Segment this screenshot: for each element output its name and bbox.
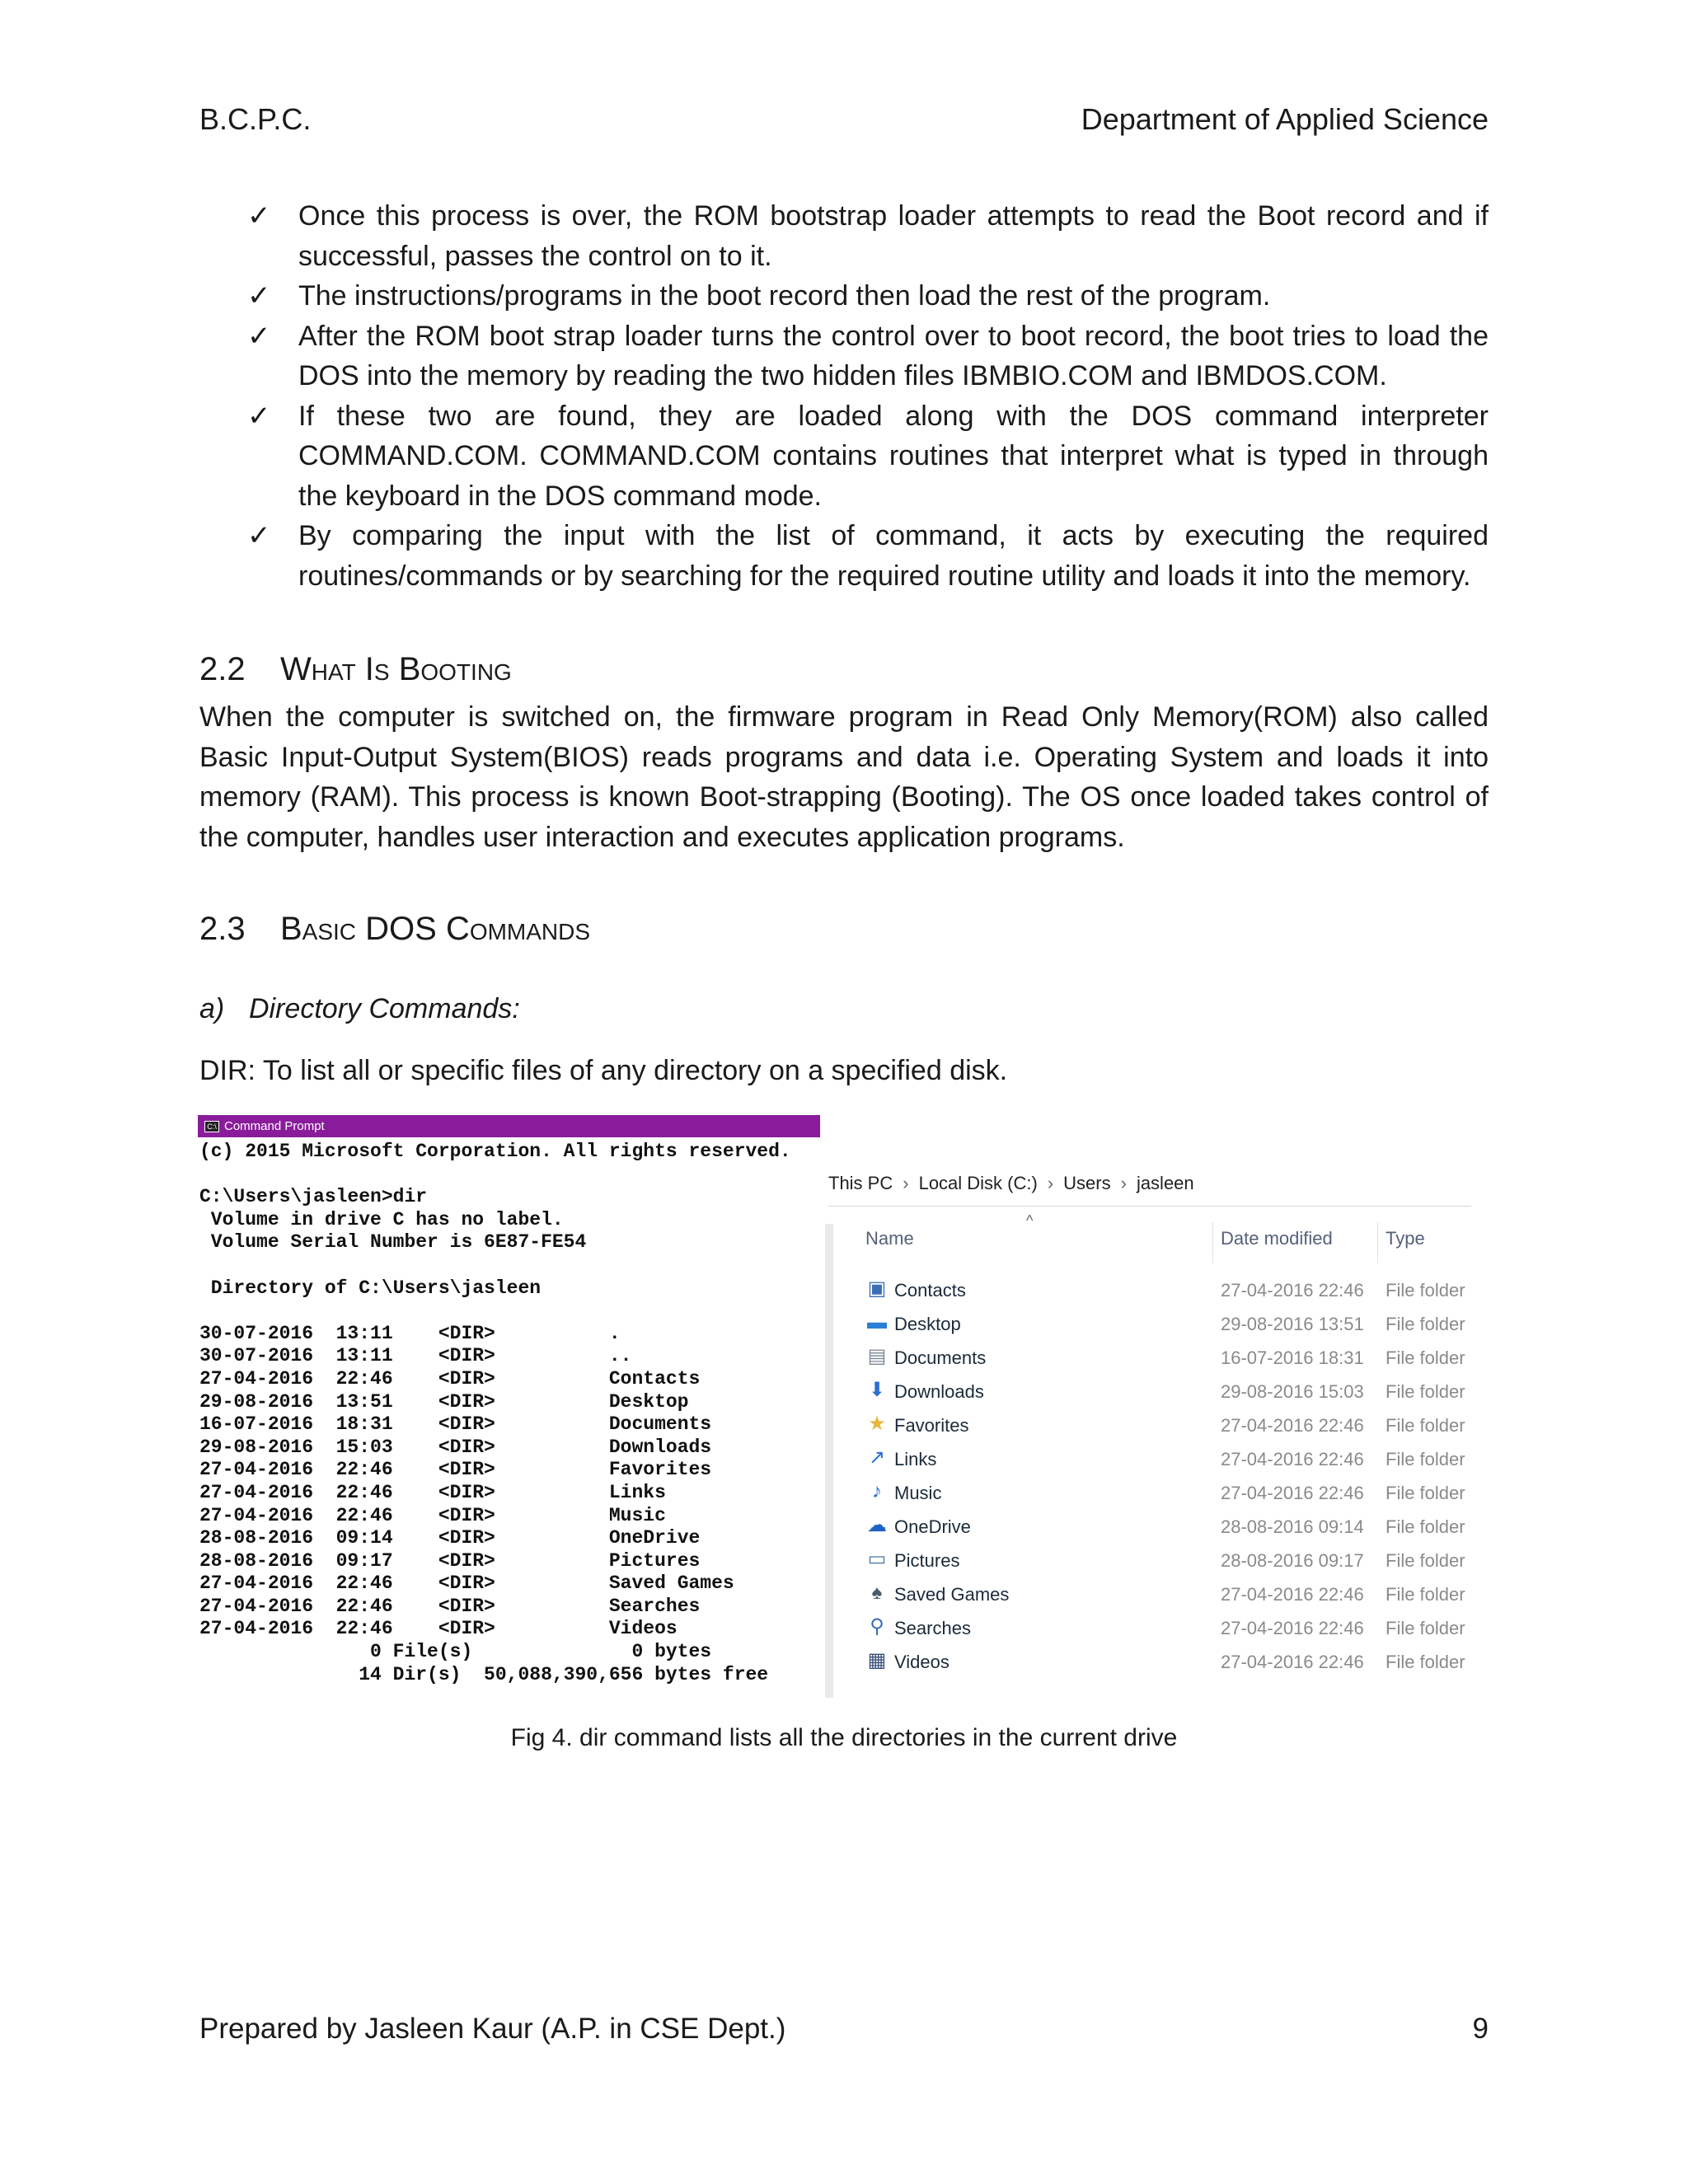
file-name: Pictures bbox=[894, 1550, 960, 1571]
terminal-icon: C:\ bbox=[204, 1121, 219, 1132]
file-type: File folder bbox=[1386, 1381, 1465, 1402]
chevron-right-icon: › bbox=[1120, 1173, 1127, 1193]
file-date: 27-04-2016 22:46 bbox=[1221, 1449, 1364, 1469]
sort-caret-icon: ^ bbox=[1026, 1212, 1034, 1229]
terminal-line: 27-04-2016 22:46 <DIR> Links bbox=[199, 1481, 666, 1503]
links-icon: ↗ bbox=[868, 1446, 886, 1469]
terminal-line: 16-07-2016 18:31 <DIR> Documents bbox=[199, 1413, 712, 1436]
breadcrumb bbox=[828, 1173, 1194, 1194]
terminal-line: Volume in drive C has no label. bbox=[199, 1208, 564, 1230]
bullet-text: If these two are found, they are loaded along with the DOS command interpreter COMMAND.COM. COMMAND.COM contains routines that interpret what is typed in through the keyboard in the DOS command mode. bbox=[298, 400, 1489, 512]
file-date: 27-04-2016 22:46 bbox=[1221, 1652, 1364, 1672]
section-number: 2.3 bbox=[199, 911, 246, 947]
bullet-text: Once this process is over, the ROM bootstrap loader attempts to read the Boot record and if successful, passes the control on to it. bbox=[298, 200, 1489, 272]
terminal-line: 14 Dir(s) 50,088,390,656 bytes free bbox=[199, 1663, 769, 1685]
checkmark-icon: ✓ bbox=[247, 200, 271, 232]
bullet-text: The instructions/programs in the boot record then load the rest of the program. bbox=[298, 280, 1271, 312]
command-output bbox=[198, 1137, 826, 1686]
figure-caption: Fig 4. dir command lists all the directories in the current drive bbox=[510, 1724, 1178, 1751]
saved-games-icon: ♠ bbox=[871, 1582, 883, 1604]
terminal-line: 27-04-2016 22:46 <DIR> Favorites bbox=[199, 1459, 712, 1481]
chevron-right-icon: › bbox=[903, 1173, 909, 1193]
file-row[interactable] bbox=[820, 1577, 1479, 1611]
breadcrumb-item[interactable]: jasleen bbox=[1136, 1173, 1194, 1193]
checkmark-icon: ✓ bbox=[247, 400, 271, 432]
subheading bbox=[199, 993, 520, 1025]
file-name: Links bbox=[894, 1449, 937, 1469]
file-type: File folder bbox=[1386, 1415, 1465, 1436]
searches-icon: ⚲ bbox=[870, 1615, 884, 1638]
file-date: 27-04-2016 22:46 bbox=[1221, 1618, 1364, 1638]
file-row[interactable] bbox=[820, 1510, 1479, 1544]
file-name: Saved Games bbox=[894, 1584, 1010, 1605]
file-type: File folder bbox=[1386, 1652, 1465, 1672]
list-item bbox=[247, 196, 1489, 276]
checkmark-icon: ✓ bbox=[247, 320, 271, 352]
file-date: 27-04-2016 22:46 bbox=[1221, 1584, 1364, 1605]
list-item bbox=[247, 396, 1489, 517]
file-row[interactable] bbox=[820, 1307, 1479, 1341]
contacts-icon: ▣ bbox=[867, 1277, 887, 1300]
list-item bbox=[247, 316, 1489, 396]
file-date: 27-04-2016 22:46 bbox=[1221, 1415, 1364, 1436]
documents-icon: ▤ bbox=[867, 1345, 887, 1367]
terminal-line: 30-07-2016 13:11 <DIR> . bbox=[199, 1322, 621, 1344]
file-row[interactable] bbox=[820, 1273, 1479, 1307]
command-prompt-window bbox=[198, 1115, 826, 1696]
terminal-line: (c) 2015 Microsoft Corporation. All rights reserved. bbox=[199, 1141, 791, 1162]
breadcrumb-item[interactable]: Local Disk (C:) bbox=[918, 1173, 1038, 1193]
file-date: 29-08-2016 15:03 bbox=[1221, 1381, 1364, 1402]
header-institution: B.C.P.C. bbox=[199, 102, 312, 136]
favorites-icon: ★ bbox=[868, 1413, 886, 1435]
videos-icon: ▦ bbox=[867, 1649, 887, 1671]
file-date: 28-08-2016 09:14 bbox=[1221, 1516, 1364, 1537]
terminal-line: 27-04-2016 22:46 <DIR> Music bbox=[199, 1504, 666, 1526]
column-divider[interactable] bbox=[1212, 1222, 1213, 1263]
subheading-text: Directory Commands: bbox=[249, 993, 520, 1024]
terminal-line: 27-04-2016 22:46 <DIR> Videos bbox=[199, 1618, 678, 1640]
file-row[interactable] bbox=[820, 1375, 1479, 1408]
breadcrumb-item[interactable]: This PC bbox=[828, 1173, 893, 1193]
file-date: 29-08-2016 13:51 bbox=[1221, 1314, 1364, 1334]
terminal-line: 30-07-2016 13:11 <DIR> .. bbox=[199, 1345, 632, 1367]
section-heading-2-2 bbox=[199, 651, 512, 688]
terminal-line: Directory of C:\Users\jasleen bbox=[199, 1277, 542, 1299]
desktop-icon: ▬ bbox=[867, 1311, 887, 1333]
column-header-name[interactable]: Name bbox=[865, 1228, 914, 1249]
column-header-date[interactable]: Date modified bbox=[1221, 1228, 1333, 1249]
file-type: File folder bbox=[1386, 1483, 1465, 1503]
file-date: 16-07-2016 18:31 bbox=[1221, 1347, 1364, 1368]
file-name: OneDrive bbox=[894, 1516, 971, 1537]
list-item bbox=[247, 516, 1489, 596]
page-number: 9 bbox=[1472, 2013, 1489, 2045]
command-prompt-title: Command Prompt bbox=[224, 1119, 325, 1133]
terminal-line: 28-08-2016 09:14 <DIR> OneDrive bbox=[199, 1527, 701, 1549]
file-date: 28-08-2016 09:17 bbox=[1221, 1550, 1364, 1571]
terminal-line: C:\Users\jasleen>dir bbox=[199, 1186, 428, 1208]
terminal-line: 29-08-2016 13:51 <DIR> Desktop bbox=[199, 1390, 689, 1413]
bullet-text: After the ROM boot strap loader turns the control over to boot record, the boot tries to load the DOS into the memory by reading the two hidden files IBMBIO.COM and IBMDOS.COM. bbox=[298, 320, 1489, 391]
section-number: 2.2 bbox=[199, 651, 246, 687]
terminal-line: 27-04-2016 22:46 <DIR> Contacts bbox=[199, 1367, 701, 1390]
section-title: What Is Booting bbox=[280, 651, 512, 687]
command-prompt-titlebar bbox=[198, 1115, 826, 1137]
terminal-line: 28-08-2016 09:17 <DIR> Pictures bbox=[199, 1549, 701, 1572]
subheading-label: a) bbox=[199, 993, 225, 1024]
file-name: Favorites bbox=[894, 1415, 969, 1436]
file-name: Contacts bbox=[894, 1280, 966, 1301]
file-name: Documents bbox=[894, 1347, 987, 1368]
file-name: Searches bbox=[894, 1618, 971, 1638]
file-type: File folder bbox=[1386, 1347, 1465, 1368]
file-type: File folder bbox=[1386, 1516, 1465, 1537]
checkmark-icon: ✓ bbox=[247, 280, 271, 312]
list-item bbox=[247, 276, 1489, 316]
section-title: Basic DOS Commands bbox=[280, 911, 591, 947]
file-type: File folder bbox=[1386, 1584, 1465, 1605]
file-row[interactable] bbox=[820, 1442, 1479, 1476]
file-type: File folder bbox=[1386, 1550, 1465, 1571]
file-row[interactable] bbox=[820, 1476, 1479, 1510]
boot-process-list bbox=[247, 196, 1489, 596]
file-row[interactable] bbox=[820, 1544, 1479, 1577]
file-name: Desktop bbox=[894, 1314, 961, 1334]
breadcrumb-item[interactable]: Users bbox=[1063, 1173, 1111, 1193]
column-header-type[interactable]: Type bbox=[1386, 1228, 1425, 1249]
divider bbox=[828, 1206, 1471, 1207]
terminal-line: 29-08-2016 15:03 <DIR> Downloads bbox=[199, 1436, 712, 1458]
file-row[interactable] bbox=[820, 1408, 1479, 1442]
checkmark-icon: ✓ bbox=[247, 520, 271, 551]
file-type: File folder bbox=[1386, 1618, 1465, 1638]
bullet-text: By comparing the input with the list of command, it acts by executing the required routines/commands or by searching for the required routine utility and loads it into the memory. bbox=[298, 520, 1489, 592]
dir-description: DIR: To list all or specific files of any directory on a specified disk. bbox=[199, 1055, 1008, 1086]
terminal-line: 0 File(s) 0 bytes bbox=[199, 1641, 712, 1663]
file-type: File folder bbox=[1386, 1314, 1465, 1334]
onedrive-icon: ☁ bbox=[867, 1514, 887, 1536]
music-icon: ♪ bbox=[872, 1480, 882, 1502]
terminal-line: 27-04-2016 22:46 <DIR> Searches bbox=[199, 1595, 701, 1617]
file-date: 27-04-2016 22:46 bbox=[1221, 1483, 1364, 1503]
terminal-line: 27-04-2016 22:46 <DIR> Saved Games bbox=[199, 1572, 734, 1595]
file-name: Videos bbox=[894, 1652, 950, 1672]
downloads-icon: ⬇ bbox=[868, 1379, 886, 1401]
file-date: 27-04-2016 22:46 bbox=[1221, 1280, 1364, 1301]
file-type: File folder bbox=[1386, 1449, 1465, 1469]
section-heading-2-3 bbox=[199, 911, 590, 948]
pictures-icon: ▭ bbox=[867, 1548, 887, 1570]
header-department: Department of Applied Science bbox=[1081, 102, 1489, 136]
terminal-line: Volume Serial Number is 6E87-FE54 bbox=[199, 1231, 587, 1254]
file-row[interactable] bbox=[820, 1645, 1479, 1679]
footer-author: Prepared by Jasleen Kaur (A.P. in CSE Dept.) bbox=[199, 2013, 786, 2045]
booting-paragraph: When the computer is switched on, the firmware program in Read Only Memory(ROM) also called Basic Input-Output System(BIOS) reads programs and data i.e. Operating System and loads it into memory (RAM). This process is known Boot-strapping (Booting). The OS once loaded takes control of the computer, handles user interaction and executes application programs. bbox=[199, 701, 1489, 853]
file-name: Music bbox=[894, 1483, 942, 1503]
chevron-right-icon: › bbox=[1047, 1173, 1054, 1193]
column-divider[interactable] bbox=[1377, 1222, 1378, 1263]
file-row[interactable] bbox=[820, 1611, 1479, 1645]
file-row[interactable] bbox=[820, 1341, 1479, 1375]
file-name: Downloads bbox=[894, 1381, 984, 1402]
file-type: File folder bbox=[1386, 1280, 1465, 1301]
file-explorer-window bbox=[820, 1108, 1479, 1698]
